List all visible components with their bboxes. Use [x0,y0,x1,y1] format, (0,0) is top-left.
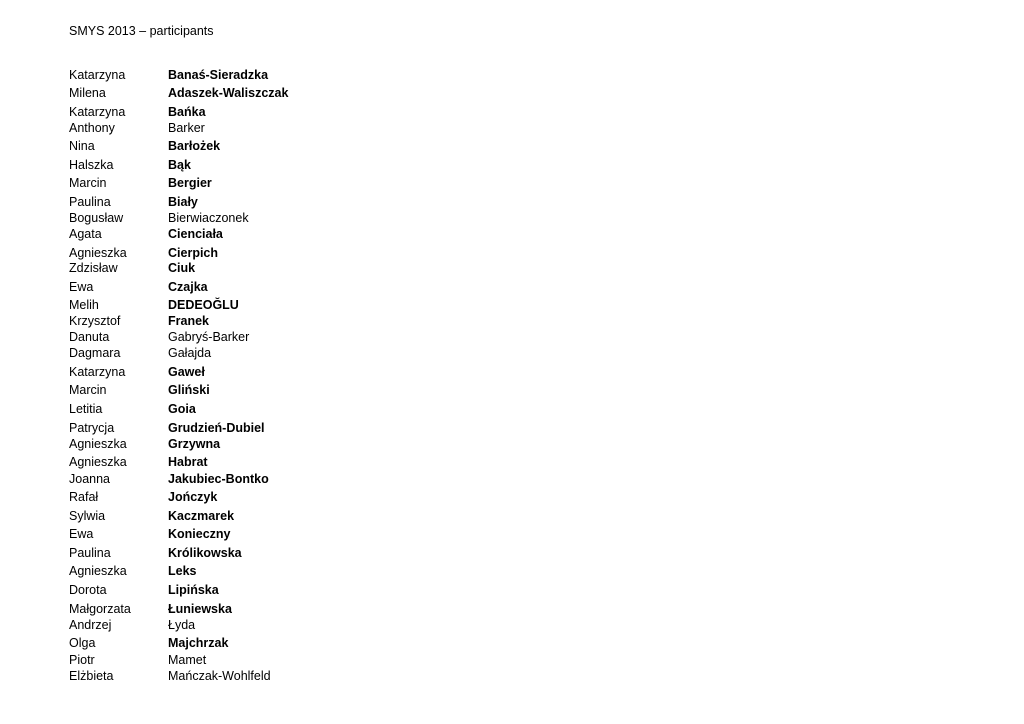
last-name: Bańka [168,105,206,119]
last-name: Jończyk [168,490,218,504]
last-name: Barłożek [168,139,221,153]
first-name: Agnieszka [69,455,127,469]
last-name: Łyda [168,618,196,632]
first-name: Agnieszka [69,564,127,578]
first-name: Rafał [69,490,99,504]
last-name: Mamet [168,653,207,667]
first-name: Danuta [69,330,110,344]
last-name: Adaszek-Waliszczak [168,86,289,100]
last-name: Bąk [168,158,191,172]
first-name: Paulina [69,546,111,560]
last-name: Bierwiaczonek [168,211,249,225]
last-name: Cierpich [168,246,219,260]
first-name: Marcin [69,176,107,190]
last-name: Gaweł [168,365,205,379]
document-title: SMYS 2013 – participants [69,24,214,38]
last-name: Gałajda [168,346,212,360]
first-name: Katarzyna [69,365,126,379]
first-name: Małgorzata [69,602,131,616]
last-name: Majchrzak [168,636,229,650]
last-name: DEDEOĞLU [168,298,239,312]
first-name: Melih [69,298,99,312]
first-name: Ewa [69,527,94,541]
last-name: Bergier [168,176,212,190]
last-name: Ciuk [168,261,196,275]
first-name: Letitia [69,402,103,416]
last-name: Gabryś-Barker [168,330,250,344]
last-name: Czajka [168,280,208,294]
first-name: Agnieszka [69,246,127,260]
last-name: Lipińska [168,583,219,597]
last-name: Jakubiec-Bontko [168,472,269,486]
first-name: Olga [69,636,96,650]
last-name: Leks [168,564,197,578]
first-name: Sylwia [69,509,106,523]
first-name: Krzysztof [69,314,121,328]
last-name: Gliński [168,383,210,397]
first-name: Agnieszka [69,437,127,451]
first-name: Ewa [69,280,94,294]
last-name: Habrat [168,455,208,469]
last-name: Łuniewska [168,602,232,616]
first-name: Zdzisław [69,261,118,275]
first-name: Paulina [69,195,111,209]
last-name: Grudzień-Dubiel [168,421,265,435]
first-name: Bogusław [69,211,124,225]
first-name: Elżbieta [69,669,114,683]
last-name: Mańczak-Wohlfeld [168,669,271,683]
last-name: Barker [168,121,205,135]
first-name: Joanna [69,472,111,486]
last-name: Cienciała [168,227,223,241]
first-name: Piotr [69,653,95,667]
last-name: Banaś-Sieradzka [168,68,269,82]
first-name: Agata [69,227,102,241]
first-name: Katarzyna [69,105,126,119]
last-name: Grzywna [168,437,221,451]
last-name: Królikowska [168,546,242,560]
first-name: Marcin [69,383,107,397]
first-name: Milena [69,86,106,100]
first-name: Dorota [69,583,107,597]
first-name: Halszka [69,158,114,172]
first-name: Anthony [69,121,115,135]
last-name: Biały [168,195,198,209]
first-name: Nina [69,139,95,153]
first-name: Patrycja [69,421,115,435]
first-name: Andrzej [69,618,112,632]
first-name: Katarzyna [69,68,126,82]
last-name: Goia [168,402,196,416]
last-name: Franek [168,314,209,328]
last-name: Konieczny [168,527,231,541]
first-name: Dagmara [69,346,121,360]
last-name: Kaczmarek [168,509,235,523]
